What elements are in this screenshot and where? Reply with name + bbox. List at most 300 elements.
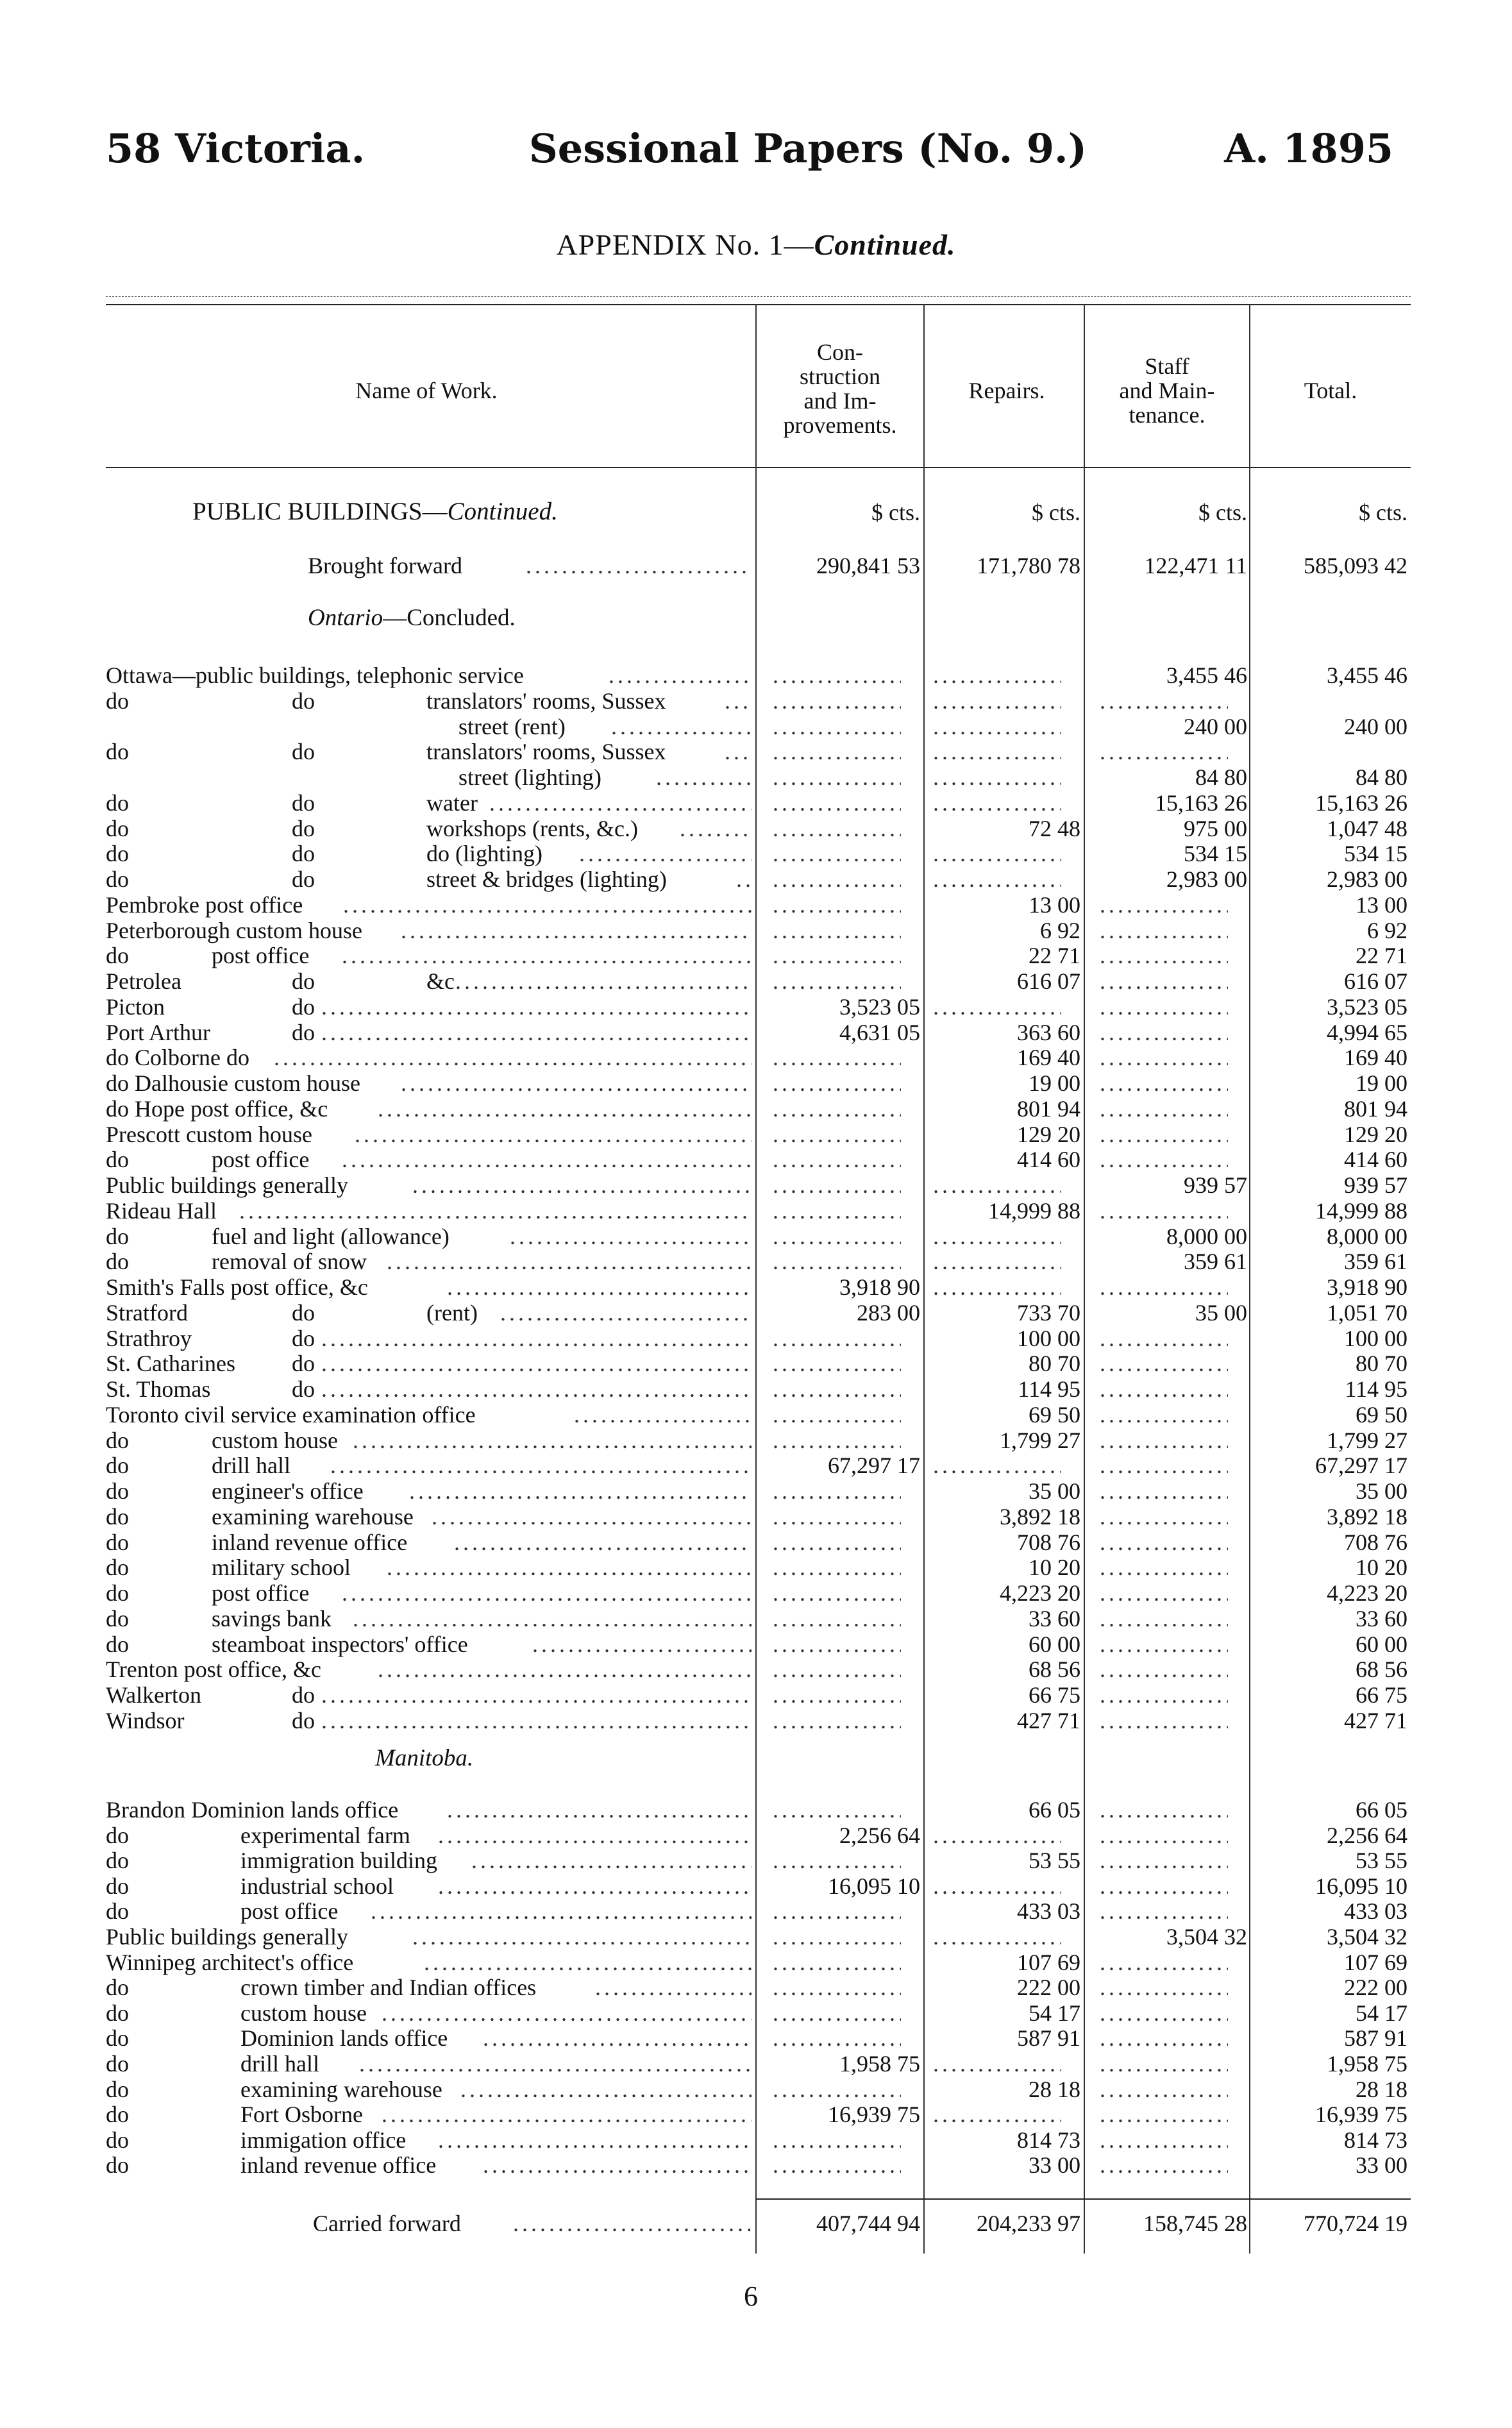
total-value: 616 07	[1344, 968, 1407, 994]
work-detail: examining warehouse	[240, 2076, 442, 2102]
leader-dots	[1100, 1555, 1228, 1580]
work-name: Petrolea	[106, 968, 181, 994]
table-row	[0, 1924, 1512, 1950]
staff-value: 359 61	[1184, 1249, 1247, 1275]
work-name: do	[106, 1605, 129, 1631]
table-row	[0, 1300, 1512, 1326]
work-name: do	[106, 1453, 129, 1479]
total-value: 427 71	[1344, 1707, 1407, 1733]
leader-dots	[773, 1249, 901, 1274]
total-value: 100 00	[1344, 1325, 1407, 1351]
leader-dots	[933, 688, 1061, 714]
leader-dots	[1100, 1122, 1228, 1147]
total-value: 169 40	[1344, 1045, 1407, 1071]
total-value: 69 50	[1356, 1401, 1407, 1428]
leader-dots	[1100, 1848, 1228, 1873]
leader-dots	[933, 1172, 1061, 1198]
staff-value: 15,163 26	[1155, 789, 1247, 816]
leader-dots	[773, 1708, 901, 1733]
leader-dots	[773, 1848, 901, 1873]
leader-dots	[532, 1631, 752, 1657]
leader-dots	[736, 866, 752, 892]
leader-dots	[1100, 1045, 1228, 1070]
leader-dots	[1100, 688, 1228, 714]
table-row	[0, 1070, 1512, 1096]
total-value: 80 70	[1356, 1351, 1407, 1377]
repairs-value: 19 00	[1029, 1070, 1080, 1096]
year-header: A. 1895	[1224, 125, 1393, 172]
work-name: Pembroke post office	[106, 891, 303, 918]
leader-dots	[611, 714, 752, 739]
total-value: 359 61	[1344, 1249, 1407, 1275]
page-number: 6	[744, 2280, 758, 2312]
table-row	[0, 968, 1512, 994]
leader-dots	[1100, 1147, 1228, 1172]
leader-dots	[1100, 1198, 1228, 1224]
staff-value: 534 15	[1184, 841, 1247, 867]
leader-dots	[447, 1797, 752, 1823]
table-row	[0, 2077, 1512, 2102]
brought-forward-label: Brought forward	[308, 553, 462, 578]
leader-dots	[773, 1198, 901, 1224]
leader-dots	[725, 739, 752, 764]
total-value: 587 91	[1344, 2025, 1407, 2052]
repairs-value: 54 17	[1029, 2000, 1080, 2026]
total-value: 708 76	[1344, 1529, 1407, 1555]
publication-header: Sessional Papers (No. 9.)	[529, 125, 1087, 172]
work-name: do	[106, 841, 129, 867]
construction-value: 3,523 05	[839, 993, 920, 1020]
leader-dots	[1100, 1020, 1228, 1045]
leader-dots	[933, 1249, 1061, 1274]
work-detail: immigation office	[240, 2127, 407, 2153]
table-row	[0, 1848, 1512, 1873]
leader-dots	[343, 892, 752, 918]
leader-dots	[353, 1606, 752, 1631]
ditto-mark: do	[292, 866, 315, 892]
total-value: 2,256 64	[1327, 1822, 1407, 1848]
ditto-mark: do	[292, 968, 315, 994]
leader-dots	[773, 739, 901, 764]
leader-dots	[1100, 1898, 1228, 1924]
column-head-repairs: Repairs.	[968, 378, 1045, 403]
work-detail: workshops (rents, &c.)	[426, 815, 638, 841]
leader-dots	[378, 1096, 752, 1122]
leader-dots	[1100, 918, 1228, 943]
leader-dots	[1100, 1708, 1228, 1733]
total-value: 814 73	[1344, 2127, 1407, 2153]
construction-value: 16,095 10	[828, 1873, 920, 1899]
total-value: 84 80	[1356, 764, 1407, 790]
leader-dots	[933, 764, 1061, 790]
leader-dots	[725, 688, 752, 714]
work-name: do	[106, 1848, 129, 1874]
total-value: 534 15	[1344, 841, 1407, 867]
leader-dots	[1100, 1682, 1228, 1708]
table-row	[0, 1020, 1512, 1045]
ditto-mark: do	[292, 841, 315, 867]
ditto-mark: do	[292, 687, 315, 714]
table-row	[0, 1274, 1512, 1300]
table-row	[0, 1708, 1512, 1733]
leader-dots	[1100, 1096, 1228, 1122]
work-name: Stratford	[106, 1299, 188, 1326]
total-value: 4,994 65	[1327, 1019, 1407, 1045]
leader-dots	[489, 790, 752, 816]
total-value: 10 20	[1356, 1555, 1407, 1581]
ditto-mark: do	[292, 789, 315, 816]
table-row	[0, 1898, 1512, 1924]
leader-dots	[1100, 1351, 1228, 1376]
total-value: 240 00	[1344, 713, 1407, 739]
table-row	[0, 1504, 1512, 1530]
leader-dots	[933, 2051, 1061, 2077]
section-heading: PUBLIC BUILDINGS—Continued.	[192, 498, 558, 525]
leader-dots	[1100, 1428, 1228, 1453]
leader-dots	[773, 1530, 901, 1555]
leader-dots	[773, 816, 901, 841]
table-row	[0, 739, 1512, 764]
repairs-value: 708 76	[1017, 1529, 1080, 1555]
repairs-value: 72 48	[1029, 815, 1080, 841]
leader-dots	[933, 1224, 1061, 1249]
work-detail: street & bridges (lighting)	[426, 866, 667, 892]
leader-dots	[239, 1198, 752, 1224]
leader-dots	[933, 1823, 1061, 1848]
header-rule	[106, 467, 1411, 468]
leader-dots	[1100, 1478, 1228, 1504]
work-name: do	[106, 2025, 129, 2052]
table-row	[0, 1172, 1512, 1198]
leader-dots	[1100, 2102, 1228, 2127]
carried-forward-row	[0, 2211, 1512, 2236]
leader-dots	[1100, 1950, 1228, 1975]
leader-dots	[321, 1020, 752, 1045]
column-head-staff: Staff and Main- tenance.	[1119, 353, 1215, 428]
leader-dots	[773, 1950, 901, 1975]
leader-dots	[412, 1172, 752, 1198]
table-top-rule	[106, 304, 1411, 305]
total-value: 2,983 00	[1327, 866, 1407, 892]
leader-dots	[773, 1898, 901, 1924]
carried-forward-label: Carried forward	[313, 2211, 461, 2236]
leader-dots	[401, 1070, 752, 1096]
top-rule	[106, 296, 1411, 297]
leader-dots	[773, 1657, 901, 1682]
total-value: 53 55	[1356, 1848, 1407, 1874]
leader-dots	[1100, 2077, 1228, 2102]
work-name: do	[106, 739, 129, 765]
table-row	[0, 1657, 1512, 1682]
total-value: 3,455 46	[1327, 662, 1407, 688]
table-row	[0, 943, 1512, 968]
table-row	[0, 1249, 1512, 1274]
repairs-value: 363 60	[1017, 1019, 1080, 1045]
leader-dots	[773, 943, 901, 968]
leader-dots	[579, 841, 752, 866]
total-value: 414 60	[1344, 1147, 1407, 1173]
work-name: do	[106, 943, 129, 969]
work-name: do	[106, 1503, 129, 1530]
brought-forward-construction: 290,841 53	[816, 553, 920, 578]
repairs-value: 60 00	[1029, 1631, 1080, 1657]
total-value: 4,223 20	[1327, 1580, 1407, 1606]
work-detail: (rent)	[426, 1299, 478, 1326]
brought-forward-row	[0, 553, 1512, 578]
work-name: do	[106, 687, 129, 714]
appendix-title: APPENDIX No. 1—Continued.	[556, 228, 956, 261]
work-name: do	[106, 1529, 129, 1555]
total-value: 14,999 88	[1315, 1197, 1407, 1224]
table-row	[0, 918, 1512, 943]
leader-dots	[773, 1682, 901, 1708]
work-name: do	[106, 2076, 129, 2102]
leader-dots	[773, 662, 901, 688]
carried-forward-construction: 407,744 94	[816, 2211, 920, 2236]
work-name: do	[106, 1898, 129, 1925]
total-value: 3,918 90	[1327, 1274, 1407, 1300]
work-detail: experimental farm	[240, 1822, 410, 1848]
repairs-value: 616 07	[1017, 968, 1080, 994]
work-name: do	[106, 2102, 129, 2128]
brought-forward-repairs: 171,780 78	[977, 553, 1080, 578]
work-name: do	[106, 1631, 129, 1657]
table-row	[0, 816, 1512, 841]
total-value: 8,000 00	[1327, 1223, 1407, 1249]
leader-dots	[773, 1924, 901, 1950]
leader-dots	[773, 1096, 901, 1122]
work-name: Public buildings generally	[106, 1924, 348, 1950]
leader-dots	[773, 714, 901, 739]
total-value: 16,939 75	[1315, 2102, 1407, 2128]
table-row	[0, 2102, 1512, 2127]
work-detail: post office	[212, 943, 310, 969]
table-row	[0, 1555, 1512, 1580]
total-value: 67,297 17	[1315, 1453, 1407, 1479]
leader-dots	[1100, 1530, 1228, 1555]
work-name: do Colborne do	[106, 1045, 249, 1071]
leader-dots	[1100, 994, 1228, 1020]
leader-dots	[1100, 1657, 1228, 1682]
work-name: do Hope post office, &c	[106, 1095, 328, 1122]
repairs-value: 10 20	[1029, 1555, 1080, 1581]
staff-value: 240 00	[1184, 713, 1247, 739]
leader-dots	[378, 1657, 752, 1682]
total-value: 801 94	[1344, 1095, 1407, 1122]
work-detail: Fort Osborne	[240, 2102, 363, 2128]
work-name: do	[106, 2127, 129, 2153]
table-row	[0, 1198, 1512, 1224]
leader-dots	[773, 2077, 901, 2102]
construction-value: 67,297 17	[828, 1453, 920, 1479]
work-name: do	[106, 2152, 129, 2179]
total-rule	[755, 2198, 1411, 2200]
repairs-value: 4,223 20	[1000, 1580, 1080, 1606]
leader-dots	[1100, 1797, 1228, 1823]
work-detail: fuel and light (allowance)	[212, 1223, 449, 1249]
total-value: 60 00	[1356, 1631, 1407, 1657]
leader-dots	[412, 1924, 752, 1950]
table-row	[0, 866, 1512, 892]
leader-dots	[773, 1070, 901, 1096]
work-detail: industrial school	[240, 1873, 394, 1899]
repairs-value: 33 60	[1029, 1605, 1080, 1631]
total-value: 1,047 48	[1327, 815, 1407, 841]
work-detail: do (lighting)	[426, 841, 542, 867]
work-detail: translators' rooms, Sussex	[426, 687, 666, 714]
repairs-value: 14,999 88	[988, 1197, 1080, 1224]
total-value: 66 75	[1356, 1682, 1407, 1708]
leader-dots	[321, 994, 752, 1020]
repairs-value: 801 94	[1017, 1095, 1080, 1122]
table-row	[0, 1453, 1512, 1478]
repairs-value: 107 69	[1017, 1949, 1080, 1975]
work-name: do	[106, 1822, 129, 1848]
work-name: do	[106, 2000, 129, 2026]
work-name: Prescott custom house	[106, 1121, 312, 1147]
table-row	[0, 994, 1512, 1020]
total-value: 66 05	[1356, 1797, 1407, 1823]
leader-dots	[321, 1708, 752, 1733]
total-value: 54 17	[1356, 2000, 1407, 2026]
brought-forward-staff: 122,471 11	[1144, 553, 1247, 578]
work-name: Strathroy	[106, 1325, 192, 1351]
work-name: do	[106, 866, 129, 892]
leader-dots	[471, 1848, 752, 1873]
construction-value: 2,256 64	[839, 1822, 920, 1848]
work-name: do	[106, 1147, 129, 1173]
leader-dots	[773, 1606, 901, 1631]
ditto-mark: do	[292, 1682, 315, 1708]
leader-dots	[773, 790, 901, 816]
work-name: Public buildings generally	[106, 1172, 348, 1198]
work-detail: post office	[212, 1147, 310, 1173]
ditto-mark: do	[292, 1325, 315, 1351]
table-row	[0, 1351, 1512, 1376]
work-name: do	[106, 1223, 129, 1249]
work-name: do	[106, 1427, 129, 1453]
table-row	[0, 1402, 1512, 1428]
leader-dots	[933, 994, 1061, 1020]
leader-dots	[321, 1326, 752, 1351]
leader-dots	[773, 1326, 901, 1351]
work-detail: immigration building	[240, 1848, 437, 1874]
work-name: do	[106, 1873, 129, 1899]
leader-dots	[933, 662, 1061, 688]
total-value: 13 00	[1356, 891, 1407, 918]
leader-dots	[321, 1351, 752, 1376]
leader-dots	[773, 918, 901, 943]
repairs-value: 733 70	[1017, 1299, 1080, 1326]
leader-dots	[1100, 2051, 1228, 2077]
total-value: 33 60	[1356, 1605, 1407, 1631]
construction-value: 4,631 05	[839, 1019, 920, 1045]
work-detail: street (rent)	[458, 713, 566, 739]
leader-dots	[933, 1924, 1061, 1950]
carried-forward-total: 770,724 19	[1304, 2211, 1407, 2236]
total-value: 35 00	[1356, 1478, 1407, 1504]
repairs-value: 169 40	[1017, 1045, 1080, 1071]
total-value: 6 92	[1367, 917, 1407, 943]
leader-dots	[438, 1823, 752, 1848]
carried-forward-staff: 158,745 28	[1143, 2211, 1247, 2236]
work-detail: drill hall	[240, 2051, 319, 2077]
leader-dots	[1100, 1376, 1228, 1402]
leader-dots	[773, 1428, 901, 1453]
leader-dots	[773, 1147, 901, 1172]
column-head-name: Name of Work.	[355, 378, 498, 403]
leader-dots	[387, 1555, 752, 1580]
total-value: 1,958 75	[1327, 2051, 1407, 2077]
leader-dots	[1100, 2025, 1228, 2051]
leader-dots	[401, 918, 752, 943]
repairs-value: 22 71	[1029, 943, 1080, 969]
work-detail: custom house	[240, 2000, 367, 2026]
leader-dots	[460, 2077, 752, 2102]
work-name: Rideau Hall	[106, 1197, 217, 1224]
leader-dots	[438, 1873, 752, 1899]
leader-dots	[1100, 1326, 1228, 1351]
table-row	[0, 1975, 1512, 2000]
leader-dots	[773, 1172, 901, 1198]
leader-dots	[382, 2102, 752, 2127]
repairs-value: 35 00	[1029, 1478, 1080, 1504]
leader-dots	[409, 1478, 752, 1504]
repairs-value: 129 20	[1017, 1121, 1080, 1147]
work-detail: military school	[212, 1555, 351, 1581]
manitoba-heading: Manitoba.	[375, 1745, 474, 1771]
leader-dots	[773, 866, 901, 892]
table-row	[0, 1873, 1512, 1899]
carried-forward-repairs: 204,233 97	[977, 2211, 1080, 2236]
repairs-value: 427 71	[1017, 1707, 1080, 1733]
repairs-value: 114 95	[1018, 1376, 1080, 1402]
work-name: St. Thomas	[106, 1376, 211, 1402]
leader-dots	[321, 1682, 752, 1708]
unit-staff: $ cts.	[1198, 500, 1247, 525]
table-row	[0, 714, 1512, 739]
total-value: 15,163 26	[1315, 789, 1407, 816]
work-name: do	[106, 2051, 129, 2077]
ditto-mark: do	[292, 739, 315, 765]
leader-dots	[773, 1351, 901, 1376]
leader-dots	[513, 2211, 750, 2236]
work-detail: Dominion lands office	[240, 2025, 448, 2052]
leader-dots	[773, 1376, 901, 1402]
leader-dots	[933, 2102, 1061, 2127]
work-detail: removal of snow	[212, 1249, 367, 1275]
repairs-value: 69 50	[1029, 1401, 1080, 1428]
total-value: 28 18	[1356, 2076, 1407, 2102]
leader-dots	[359, 2051, 752, 2077]
work-detail: translators' rooms, Sussex	[426, 739, 666, 765]
leader-dots	[773, 1045, 901, 1070]
leader-dots	[773, 1504, 901, 1530]
total-value: 939 57	[1344, 1172, 1407, 1198]
table-row	[0, 1631, 1512, 1657]
staff-value: 2,983 00	[1166, 866, 1247, 892]
work-name: Toronto civil service examination office	[106, 1401, 476, 1428]
repairs-value: 66 75	[1029, 1682, 1080, 1708]
leader-dots	[773, 1975, 901, 2000]
total-value: 1,051 70	[1327, 1299, 1407, 1326]
leader-dots	[510, 1224, 752, 1249]
leader-dots	[355, 1122, 752, 1147]
work-name: do Dalhousie custom house	[106, 1070, 360, 1096]
table-row	[0, 662, 1512, 688]
work-name: do	[106, 815, 129, 841]
leader-dots	[773, 2152, 901, 2178]
